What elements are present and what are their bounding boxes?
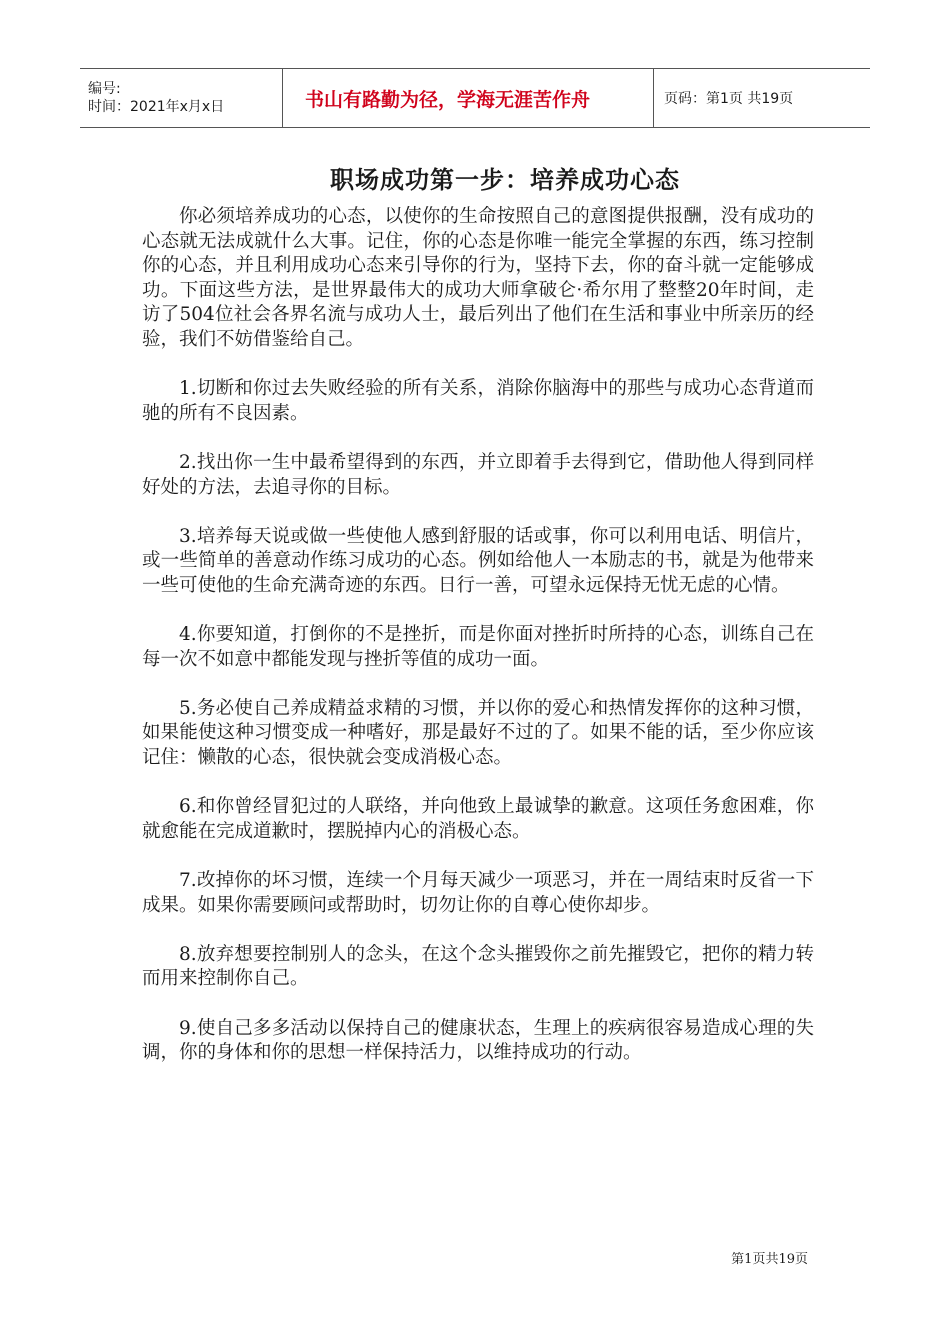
time-label: 时间：2021年x月x日: [88, 99, 225, 115]
serial-label: 编号:: [88, 81, 121, 97]
document-title: 职场成功第一步：培养成功心态: [330, 166, 680, 194]
paragraph-item-7: 7.改掉你的坏习惯，连续一个月每天减少一项恶习，并在一周结束时反省一下成果。如果你需要顾问或帮助时，切勿让你的自尊心使你却步。: [142, 870, 814, 916]
paragraph-item-1: 1.切断和你过去失败经验的所有关系，消除你脑海中的那些与成功心态背道而驰的所有不良因素。: [142, 378, 814, 424]
paragraph-item-3: 3.培养每天说或做一些使他人感到舒服的话或事，你可以利用电话、明信片，或一些简单的善意动作练习成功的心态。例如给他人一本励志的书，就是为他带来一些可使他的生命充满奇迹的东西。日行一善，可望永远保持无忧无虑的心情。: [142, 525, 814, 596]
header-meta: [80, 69, 282, 127]
paragraph-item-2: 2.找出你一生中最希望得到的东西，并立即着手去得到它，借助他人得到同样好处的方法，去追寻你的目标。: [142, 451, 814, 498]
paragraph-item-8: 8.放弃想要控制别人的念头，在这个念头摧毁你之前先摧毁它，把你的精力转而用来控制你自己。: [142, 943, 814, 990]
paragraph-item-4: 4.你要知道，打倒你的不是挫折，而是你面对挫折时所持的心态，训练自己在每一次不如意中都能发现与挫折等值的成功一面。: [142, 624, 814, 670]
page-header: [80, 68, 870, 128]
header-page-info: 页码：第1页 共19页: [664, 91, 794, 107]
page-footer: 第1页共19页: [731, 1252, 808, 1267]
paragraph-intro: 你必须培养成功的心态，以使你的生命按照自己的意图提供报酬，没有成功的心态就无法成就什么大事。记住，你的心态是你唯一能完全掌握的东西，练习控制你的心态，并且利用成功心态来引导你的行为，坚持下去，你的奋斗就一定能够成功。下面这些方法，是世界最伟大的成功大师拿破仑·希尔用了整整20年时间，走访了504位社会各界名流与成功人士，最后列出了他们在生活和事业中所亲历的经验，我们不妨借鉴给自己。: [142, 206, 814, 350]
header-motto: 书山有路勤为径，学海无涯苦作舟: [282, 69, 654, 127]
paragraph-item-5: 5.务必使自己养成精益求精的习惯，并以你的爱心和热情发挥你的这种习惯，如果能使这种习惯变成一种嗜好，那是最好不过的了。如果不能的话，至少你应该记住：懒散的心态，很快就会变成消极心态。: [142, 697, 814, 769]
paragraph-item-6: 6.和你曾经冒犯过的人联络，并向他致上最诚挚的歉意。这项任务愈困难，你就愈能在完成道歉时，摆脱掉内心的消极心态。: [142, 796, 814, 842]
paragraph-item-9: 9.使自己多多活动以保持自己的健康状态，生理上的疾病很容易造成心理的失调，你的身体和你的思想一样保持活力，以维持成功的行动。: [142, 1017, 814, 1064]
document-body: [142, 205, 814, 1090]
